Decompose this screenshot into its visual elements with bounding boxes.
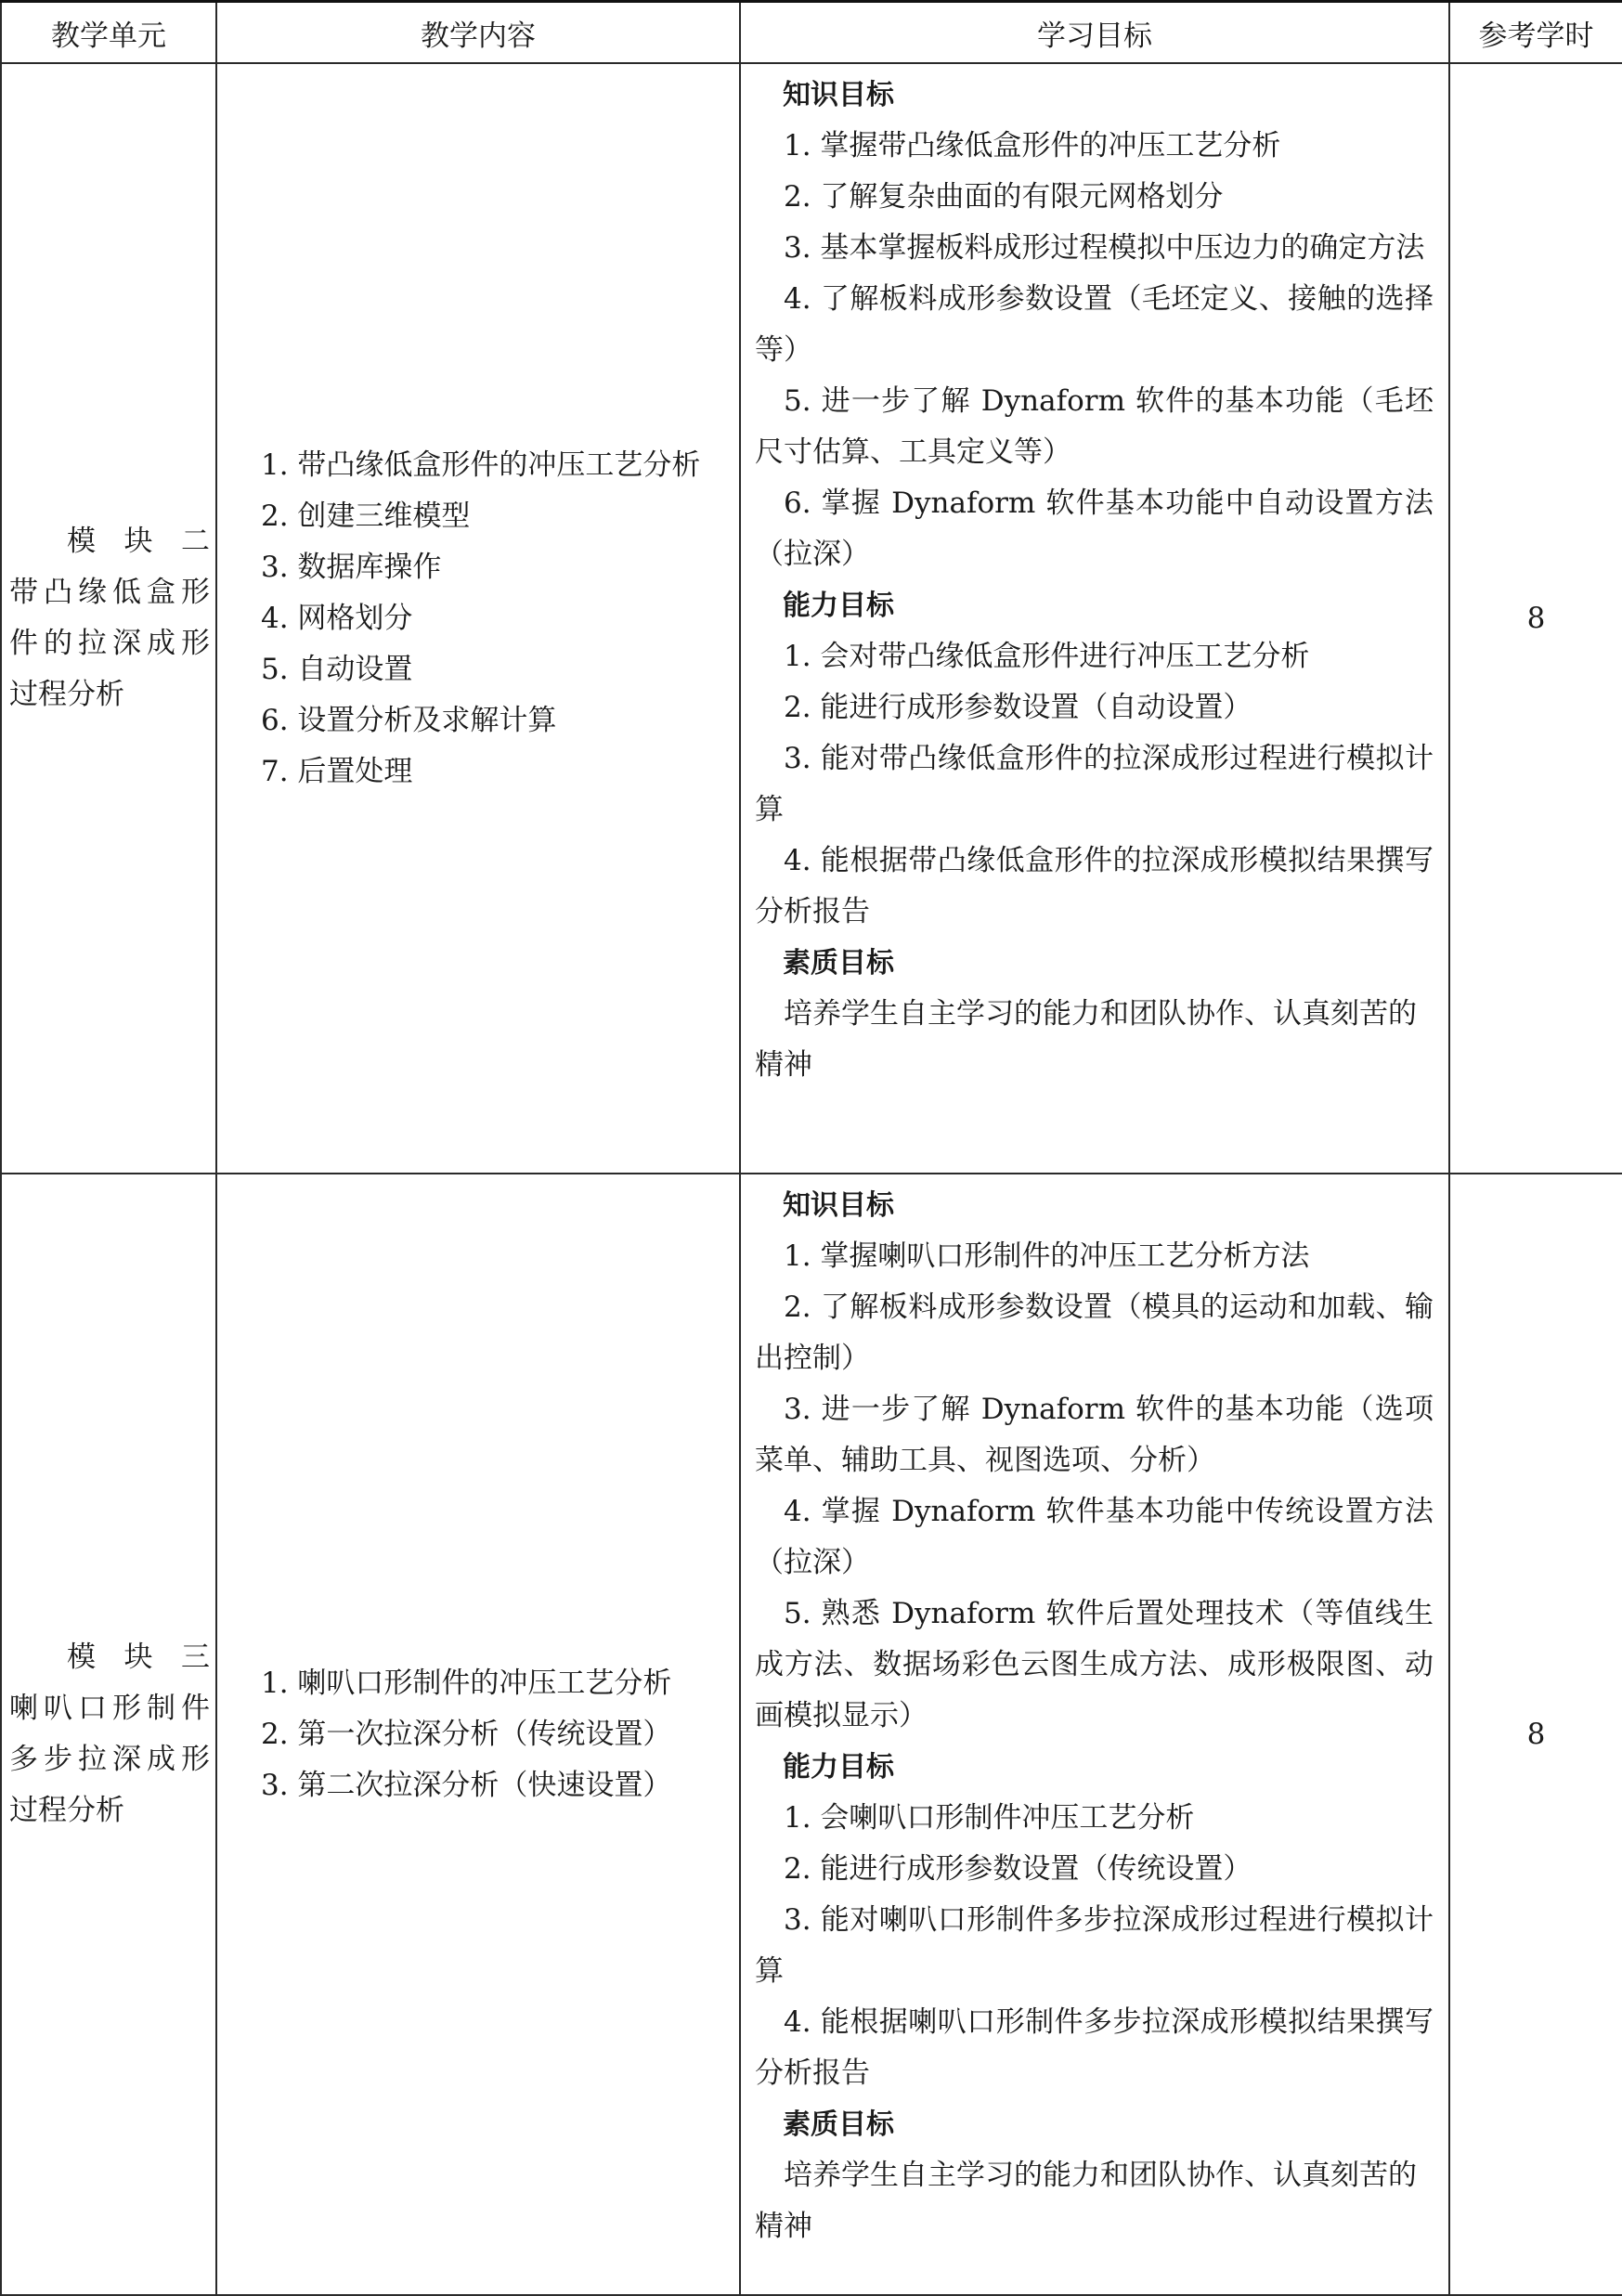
goal-item: 3. 能对喇叭口形制件多步拉深成形过程进行模拟计算 <box>755 1903 1434 1988</box>
goal-item: 1. 掌握喇叭口形制件的冲压工艺分析方法 <box>784 1239 1310 1273</box>
table-header-row <box>1 2 1622 64</box>
ability-goals-list <box>755 1793 1434 2099</box>
goal-item: 3. 进一步了解 Dynaform 软件的基本功能（选项菜单、辅助工具、视图选项、分析） <box>755 1393 1434 1477</box>
hours-cell: 8 <box>1449 1174 1622 2295</box>
content-item: 1. 带凸缘低盒形件的冲压工艺分析 <box>261 448 701 482</box>
goal-item: 4. 掌握 Dynaform 软件基本功能中传统设置方法（拉深） <box>755 1495 1434 1579</box>
table-row <box>1 1174 1622 2295</box>
goal-item: 3. 基本掌握板料成形过程模拟中压边力的确定方法 <box>784 231 1425 265</box>
goal-item: 2. 了解复杂曲面的有限元网格划分 <box>784 180 1224 214</box>
quality-goals-heading: 素质目标 <box>783 947 894 979</box>
content-cell <box>216 63 740 1174</box>
unit-cell <box>1 1174 239 2295</box>
goal-item: 5. 熟悉 Dynaform 软件后置处理技术（等值线生成方法、数据场彩色云图生成方法、成形极限图、动画模拟显示） <box>755 1597 1434 1732</box>
goal-item: 2. 能进行成形参数设置（自动设置） <box>784 691 1252 724</box>
ability-goals-heading: 能力目标 <box>783 590 894 622</box>
content-list <box>232 440 726 798</box>
goal-item: 2. 能进行成形参数设置（传统设置） <box>784 1852 1252 1886</box>
goal-item: 1. 会对带凸缘低盒形件进行冲压工艺分析 <box>784 640 1310 673</box>
content-item: 5. 自动设置 <box>261 652 413 686</box>
header-hours: 参考学时 <box>1449 2 1622 64</box>
content-list <box>232 1658 726 1811</box>
goals-cell <box>740 63 1449 1174</box>
quality-goals-text: 培养学生自主学习的能力和团队协作、认真刻苦的精神 <box>755 997 1417 1082</box>
header-unit: 教学单元 <box>1 2 216 64</box>
hours-cell: 8 <box>1449 63 1622 1174</box>
goals-cell <box>740 1174 1449 2295</box>
content-item: 7. 后置处理 <box>261 754 413 788</box>
goal-item: 1. 掌握带凸缘低盒形件的冲压工艺分析 <box>784 129 1281 162</box>
quality-goals-heading: 素质目标 <box>783 2108 894 2141</box>
knowledge-goals-list <box>755 121 1434 580</box>
quality-goals-text: 培养学生自主学习的能力和团队协作、认真刻苦的精神 <box>755 2159 1417 2243</box>
content-cell <box>216 1174 740 2295</box>
goal-item: 3. 能对带凸缘低盒形件的拉深成形过程进行模拟计算 <box>755 742 1434 826</box>
goal-item: 1. 会喇叭口形制件冲压工艺分析 <box>784 1801 1195 1835</box>
goal-item: 4. 能根据喇叭口形制件多步拉深成形模拟结果撰写分析报告 <box>755 2005 1434 2090</box>
goal-item: 4. 能根据带凸缘低盒形件的拉深成形模拟结果撰写分析报告 <box>755 844 1434 928</box>
content-item: 3. 数据库操作 <box>261 550 442 584</box>
knowledge-goals-heading: 知识目标 <box>783 79 894 111</box>
header-content: 教学内容 <box>216 2 740 64</box>
content-item: 2. 创建三维模型 <box>261 499 471 533</box>
goal-item: 4. 了解板料成形参数设置（毛坯定义、接触的选择等） <box>755 282 1434 367</box>
content-item: 4. 网格划分 <box>261 601 413 635</box>
content-item: 3. 第二次拉深分析（快速设置） <box>261 1768 672 1802</box>
content-item: 1. 喇叭口形制件的冲压工艺分析 <box>261 1666 672 1700</box>
unit-name: 模块二 带凸缘低盒形件的拉深成形过程分析 <box>9 525 239 711</box>
unit-cell <box>1 63 239 1174</box>
unit-name: 模块三 喇叭口形制件多步拉深成形过程分析 <box>9 1641 239 1827</box>
content-item: 2. 第一次拉深分析（传统设置） <box>261 1717 672 1751</box>
goal-item: 2. 了解板料成形参数设置（模具的运动和加载、输出控制） <box>755 1291 1434 1375</box>
ability-goals-heading: 能力目标 <box>783 1751 894 1784</box>
goal-item: 5. 进一步了解 Dynaform 软件的基本功能（毛坯尺寸估算、工具定义等） <box>755 384 1434 469</box>
table-row <box>1 63 1622 1174</box>
ability-goals-list <box>755 631 1434 938</box>
header-goals: 学习目标 <box>740 2 1449 64</box>
goal-item: 6. 掌握 Dynaform 软件基本功能中自动设置方法（拉深） <box>755 486 1434 571</box>
content-item: 6. 设置分析及求解计算 <box>261 703 557 737</box>
knowledge-goals-heading: 知识目标 <box>783 1189 894 1222</box>
knowledge-goals-list <box>755 1231 1434 1742</box>
